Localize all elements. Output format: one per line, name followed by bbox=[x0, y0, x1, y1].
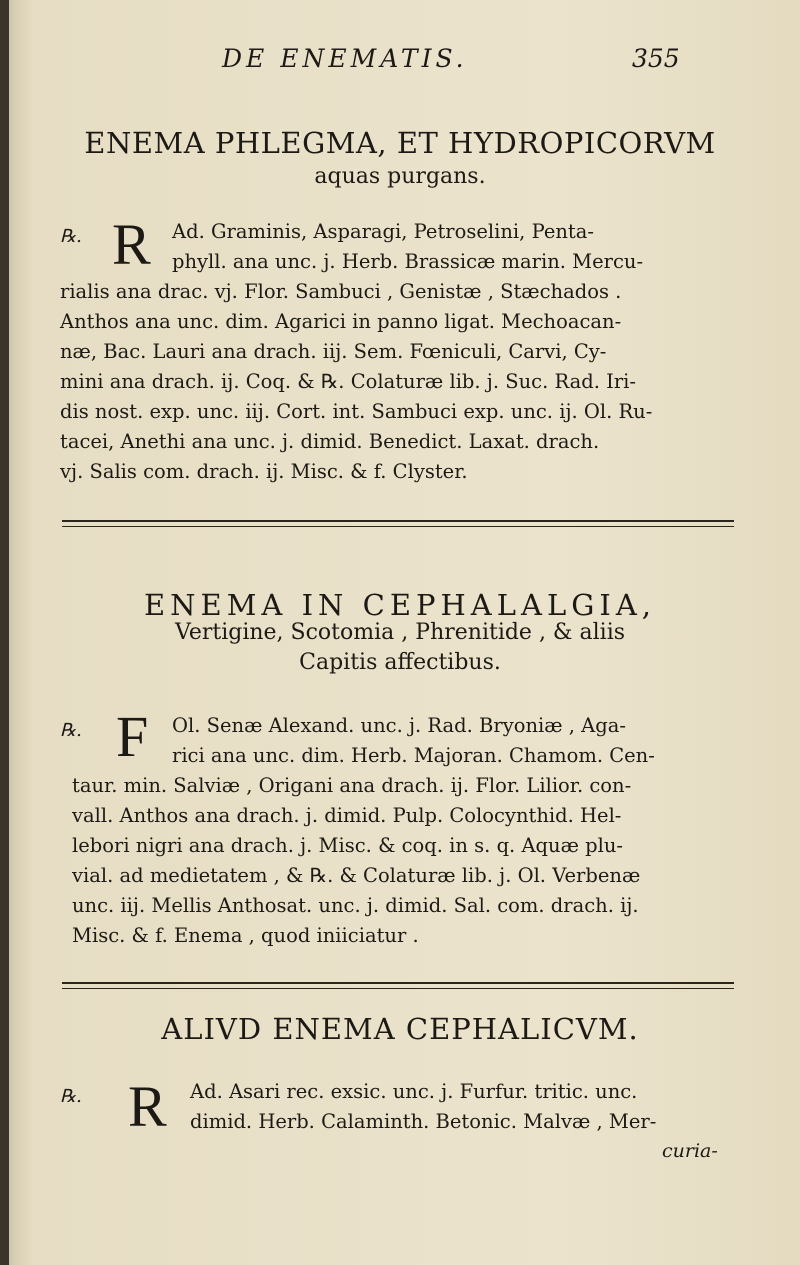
section-divider bbox=[62, 982, 734, 989]
section-1-title: ENEMA PHLEGMA, ET HYDROPICORVM bbox=[84, 126, 716, 160]
recipe-line: vj. Salis com. drach. ij. Misc. & f. Clyster. bbox=[60, 460, 468, 483]
recipe-symbol: ℞. bbox=[60, 1086, 82, 1107]
recipe-line: phyll. ana unc. j. Herb. Brassicæ marin. Mercu- bbox=[172, 250, 644, 273]
section-divider bbox=[62, 520, 734, 527]
recipe-line: næ, Bac. Lauri ana drach. iij. Sem. Fœniculi, Carvi, Cy- bbox=[60, 340, 607, 363]
recipe-line: Misc. & f. Enema , quod iniiciatur . bbox=[72, 924, 419, 947]
recipe-line: Ad. Asari rec. exsic. unc. j. Furfur. tritic. unc. bbox=[190, 1080, 638, 1103]
page-gutter bbox=[0, 0, 9, 1265]
recipe-line: unc. iij. Mellis Anthosat. unc. j. dimid. Sal. com. drach. ij. bbox=[72, 894, 639, 917]
drop-cap: R bbox=[128, 1074, 167, 1139]
recipe-line: vall. Anthos ana drach. j. dimid. Pulp. Colocynthid. Hel- bbox=[72, 804, 622, 827]
section-2-title: ENEMA IN CEPHALALGIA, bbox=[144, 588, 656, 622]
recipe-line: Anthos ana unc. dim. Agarici in panno ligat. Mechoacan- bbox=[60, 310, 622, 333]
recipe-line: lebori nigri ana drach. j. Misc. & coq. in s. q. Aquæ plu- bbox=[72, 834, 623, 857]
drop-cap: R bbox=[112, 212, 151, 277]
catchword: curia- bbox=[662, 1140, 718, 1162]
recipe-line: Ad. Graminis, Asparagi, Petroselini, Penta- bbox=[172, 220, 594, 243]
recipe-line: rici ana unc. dim. Herb. Majoran. Chamom. Cen- bbox=[172, 744, 655, 767]
recipe-line: mini ana drach. ij. Coq. & ℞. Colaturæ lib. j. Suc. Rad. Iri- bbox=[60, 370, 636, 393]
recipe-symbol: ℞. bbox=[60, 226, 82, 247]
recipe-line: vial. ad medietatem , & ℞. & Colaturæ lib. j. Ol. Verbenæ bbox=[72, 864, 641, 887]
page-number: 355 bbox=[632, 44, 680, 73]
running-head bbox=[0, 40, 800, 80]
section-2-subtitle-cont: Capitis affectibus. bbox=[299, 650, 501, 675]
drop-cap: F bbox=[116, 704, 149, 769]
recipe-symbol: ℞. bbox=[60, 720, 82, 741]
section-1-subtitle: aquas purgans. bbox=[314, 164, 486, 189]
running-head-title: DE ENEMATIS. bbox=[222, 44, 468, 73]
section-3-title: ALIVD ENEMA CEPHALICVM. bbox=[161, 1012, 639, 1046]
section-2-subtitle: Vertigine, Scotomia , Phrenitide , & aliis bbox=[174, 620, 626, 645]
recipe-line: dimid. Herb. Calaminth. Betonic. Malvæ , Mer- bbox=[190, 1110, 657, 1133]
recipe-line: dis nost. exp. unc. iij. Cort. int. Sambuci exp. unc. ij. Ol. Ru- bbox=[60, 400, 653, 423]
recipe-line: Ol. Senæ Alexand. unc. j. Rad. Bryoniæ , Aga- bbox=[172, 714, 626, 737]
recipe-line: taur. min. Salviæ , Origani ana drach. ij. Flor. Lilior. con- bbox=[72, 774, 632, 797]
recipe-line: rialis ana drac. vj. Flor. Sambuci , Genistæ , Stæchados . bbox=[60, 280, 622, 303]
recipe-line: tacei, Anethi ana unc. j. dimid. Benedict. Laxat. drach. bbox=[60, 430, 600, 453]
